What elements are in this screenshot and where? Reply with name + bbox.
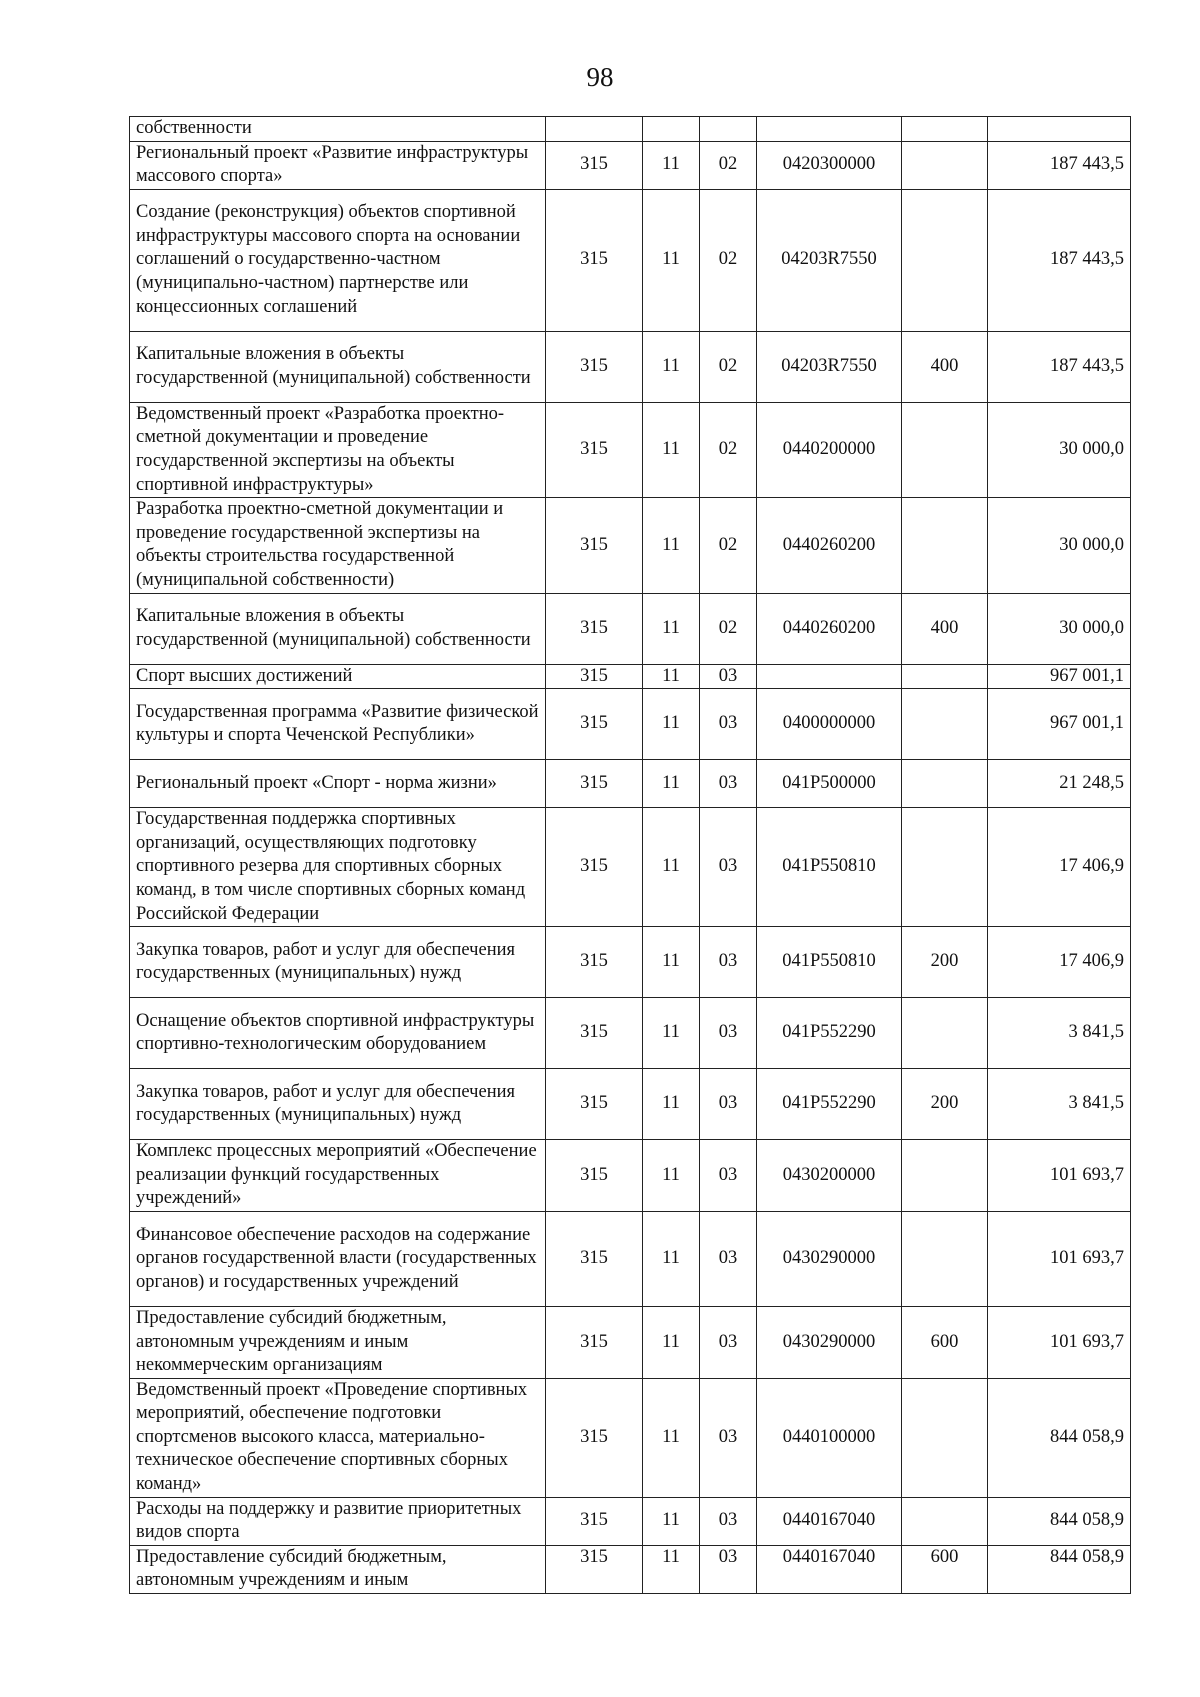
cell-vr (902, 808, 988, 927)
cell-sum: 187 443,5 (988, 141, 1131, 189)
cell-pr: 03 (700, 664, 757, 689)
cell-name: Закупка товаров, работ и услуг для обеспечения государственных (муниципальных) нужд (130, 927, 546, 998)
cell-vr (902, 189, 988, 331)
cell-rz: 11 (643, 1306, 700, 1378)
cell-rz: 11 (643, 402, 700, 497)
cell-sum (988, 117, 1131, 142)
cell-ved: 315 (546, 141, 643, 189)
cell-csr: 041P500000 (757, 760, 902, 808)
cell-ved: 315 (546, 664, 643, 689)
cell-csr: 0440260200 (757, 593, 902, 664)
cell-csr: 0440100000 (757, 1378, 902, 1497)
cell-ved: 315 (546, 998, 643, 1069)
table-row (130, 117, 1131, 142)
cell-name: Закупка товаров, работ и услуг для обеспечения государственных (муниципальных) нужд (130, 1069, 546, 1140)
cell-csr: 0440200000 (757, 402, 902, 497)
cell-csr: 0440167040 (757, 1545, 902, 1593)
cell-rz: 11 (643, 998, 700, 1069)
cell-sum: 17 406,9 (988, 927, 1131, 998)
cell-vr (902, 141, 988, 189)
cell-csr: 0400000000 (757, 689, 902, 760)
cell-csr: 0440260200 (757, 498, 902, 593)
cell-name: Капитальные вложения в объекты государственной (муниципальной) собственности (130, 331, 546, 402)
cell-pr: 03 (700, 760, 757, 808)
cell-name: Государственная программа «Развитие физической культуры и спорта Чеченской Республики» (130, 689, 546, 760)
cell-pr: 03 (700, 998, 757, 1069)
cell-ved: 315 (546, 1069, 643, 1140)
cell-pr: 03 (700, 1211, 757, 1306)
cell-name: Региональный проект «Развитие инфраструктуры массового спорта» (130, 141, 546, 189)
cell-rz: 11 (643, 141, 700, 189)
cell-csr: 041P550810 (757, 927, 902, 998)
cell-rz: 11 (643, 1497, 700, 1545)
cell-rz: 11 (643, 664, 700, 689)
cell-pr: 02 (700, 189, 757, 331)
cell-pr: 02 (700, 331, 757, 402)
cell-ved: 315 (546, 189, 643, 331)
table-body (130, 117, 1131, 1594)
cell-pr: 03 (700, 927, 757, 998)
cell-sum: 844 058,9 (988, 1545, 1131, 1593)
cell-vr (902, 498, 988, 593)
cell-pr (700, 117, 757, 142)
cell-vr (902, 998, 988, 1069)
cell-rz: 11 (643, 1140, 700, 1212)
cell-vr: 200 (902, 927, 988, 998)
cell-csr: 0430200000 (757, 1140, 902, 1212)
cell-name: Государственная поддержка спортивных организаций, осуществляющих подготовку спортивного резерва для спортивных сборных команд, в том числе спортивных сборных команд Российской Федерации (130, 808, 546, 927)
cell-rz: 11 (643, 1378, 700, 1497)
cell-ved: 315 (546, 331, 643, 402)
cell-ved: 315 (546, 1545, 643, 1593)
cell-ved: 315 (546, 402, 643, 497)
cell-vr (902, 1378, 988, 1497)
cell-rz: 11 (643, 331, 700, 402)
cell-name: Региональный проект «Спорт - норма жизни» (130, 760, 546, 808)
cell-vr (902, 689, 988, 760)
cell-sum: 30 000,0 (988, 593, 1131, 664)
cell-ved: 315 (546, 498, 643, 593)
cell-name: Ведомственный проект «Проведение спортивных мероприятий, обеспечение подготовки спортсменов высокого класса, материально-техническое обеспечение спортивных сборных команд» (130, 1378, 546, 1497)
cell-vr (902, 760, 988, 808)
cell-sum: 187 443,5 (988, 331, 1131, 402)
cell-vr: 600 (902, 1306, 988, 1378)
cell-sum: 844 058,9 (988, 1378, 1131, 1497)
cell-pr: 02 (700, 141, 757, 189)
cell-pr: 03 (700, 1378, 757, 1497)
cell-pr: 03 (700, 1545, 757, 1593)
cell-csr (757, 664, 902, 689)
cell-sum: 101 693,7 (988, 1211, 1131, 1306)
cell-pr: 03 (700, 1497, 757, 1545)
cell-vr (902, 664, 988, 689)
cell-csr: 04203R7550 (757, 331, 902, 402)
cell-ved: 315 (546, 808, 643, 927)
table-row (130, 998, 1131, 1069)
cell-ved: 315 (546, 1378, 643, 1497)
cell-csr: 0430290000 (757, 1306, 902, 1378)
cell-name: Предоставление субсидий бюджетным, автономным учреждениям и иным (130, 1545, 546, 1593)
cell-sum: 101 693,7 (988, 1306, 1131, 1378)
cell-sum: 187 443,5 (988, 189, 1131, 331)
table-row (130, 1069, 1131, 1140)
cell-csr: 041P550810 (757, 808, 902, 927)
cell-pr: 03 (700, 689, 757, 760)
cell-vr: 400 (902, 331, 988, 402)
cell-csr: 041P552290 (757, 1069, 902, 1140)
cell-pr: 02 (700, 498, 757, 593)
table-row (130, 1378, 1131, 1497)
cell-name: Спорт высших достижений (130, 664, 546, 689)
table-row (130, 1211, 1131, 1306)
table-row (130, 1140, 1131, 1212)
cell-pr: 03 (700, 1069, 757, 1140)
cell-vr (902, 402, 988, 497)
cell-ved: 315 (546, 593, 643, 664)
cell-vr: 200 (902, 1069, 988, 1140)
cell-sum: 17 406,9 (988, 808, 1131, 927)
cell-rz: 11 (643, 808, 700, 927)
cell-ved (546, 117, 643, 142)
cell-sum: 21 248,5 (988, 760, 1131, 808)
table-row (130, 331, 1131, 402)
cell-sum: 844 058,9 (988, 1497, 1131, 1545)
cell-name: Предоставление субсидий бюджетным, автономным учреждениям и иным некоммерческим организациям (130, 1306, 546, 1378)
cell-csr: 0440167040 (757, 1497, 902, 1545)
cell-rz (643, 117, 700, 142)
cell-vr (902, 1140, 988, 1212)
cell-sum: 101 693,7 (988, 1140, 1131, 1212)
cell-csr: 04203R7550 (757, 189, 902, 331)
table-row (130, 141, 1131, 189)
cell-pr: 03 (700, 808, 757, 927)
cell-csr: 0430290000 (757, 1211, 902, 1306)
budget-table (129, 116, 1131, 1594)
table-row (130, 689, 1131, 760)
cell-sum: 3 841,5 (988, 1069, 1131, 1140)
cell-rz: 11 (643, 689, 700, 760)
cell-name: Капитальные вложения в объекты государственной (муниципальной) собственности (130, 593, 546, 664)
table-row (130, 664, 1131, 689)
cell-rz: 11 (643, 498, 700, 593)
cell-vr: 400 (902, 593, 988, 664)
table-row (130, 1545, 1131, 1593)
cell-vr (902, 1211, 988, 1306)
table-row (130, 808, 1131, 927)
cell-ved: 315 (546, 689, 643, 760)
table-row (130, 498, 1131, 593)
cell-csr (757, 117, 902, 142)
table-row (130, 189, 1131, 331)
cell-ved: 315 (546, 1211, 643, 1306)
cell-rz: 11 (643, 1069, 700, 1140)
cell-name: Создание (реконструкция) объектов спортивной инфраструктуры массового спорта на основании соглашений о государственно-частном (муниципально-частном) партнерстве или концессионных соглашений (130, 189, 546, 331)
table-row (130, 593, 1131, 664)
cell-name: Расходы на поддержку и развитие приоритетных видов спорта (130, 1497, 546, 1545)
cell-name: Оснащение объектов спортивной инфраструктуры спортивно-технологическим оборудованием (130, 998, 546, 1069)
cell-name: Финансовое обеспечение расходов на содержание органов государственной власти (государственных органов) и государственных учреждений (130, 1211, 546, 1306)
cell-sum: 30 000,0 (988, 498, 1131, 593)
cell-pr: 02 (700, 402, 757, 497)
cell-vr (902, 1497, 988, 1545)
cell-sum: 967 001,1 (988, 664, 1131, 689)
cell-name: Комплекс процессных мероприятий «Обеспечение реализации функций государственных учреждений» (130, 1140, 546, 1212)
cell-ved: 315 (546, 1497, 643, 1545)
cell-ved: 315 (546, 760, 643, 808)
cell-vr (902, 117, 988, 142)
cell-rz: 11 (643, 760, 700, 808)
cell-ved: 315 (546, 927, 643, 998)
table-row (130, 1497, 1131, 1545)
table-row (130, 760, 1131, 808)
table-row (130, 927, 1131, 998)
table-row (130, 402, 1131, 497)
cell-sum: 967 001,1 (988, 689, 1131, 760)
cell-sum: 30 000,0 (988, 402, 1131, 497)
cell-rz: 11 (643, 189, 700, 331)
cell-name: собственности (130, 117, 546, 142)
cell-sum: 3 841,5 (988, 998, 1131, 1069)
cell-rz: 11 (643, 927, 700, 998)
page-number: 98 (586, 62, 614, 92)
cell-pr: 03 (700, 1140, 757, 1212)
cell-name: Разработка проектно-сметной документации и проведение государственной экспертизы на объекты строительства государственной (муниципальной собственности) (130, 498, 546, 593)
cell-csr: 0420300000 (757, 141, 902, 189)
cell-rz: 11 (643, 1545, 700, 1593)
cell-name: Ведомственный проект «Разработка проектно-сметной документации и проведение государственной экспертизы на объекты спортивной инфраструктуры» (130, 402, 546, 497)
cell-pr: 03 (700, 1306, 757, 1378)
cell-rz: 11 (643, 1211, 700, 1306)
cell-ved: 315 (546, 1306, 643, 1378)
table-row (130, 1306, 1131, 1378)
cell-vr: 600 (902, 1545, 988, 1593)
cell-csr: 041P552290 (757, 998, 902, 1069)
cell-rz: 11 (643, 593, 700, 664)
cell-ved: 315 (546, 1140, 643, 1212)
cell-pr: 02 (700, 593, 757, 664)
